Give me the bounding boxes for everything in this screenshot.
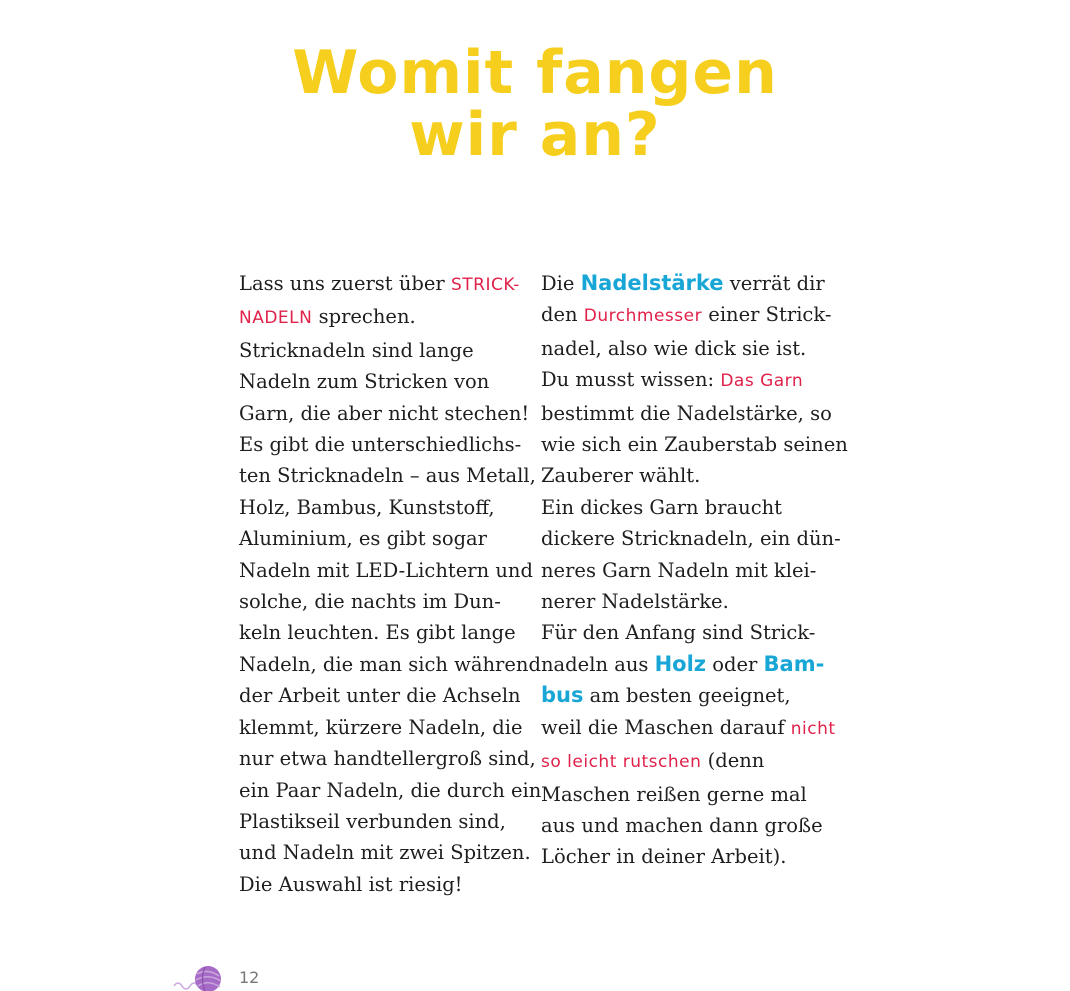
left-text-column bbox=[239, 268, 542, 900]
text-line: Es gibt die unterschiedlichs- bbox=[239, 433, 522, 457]
text-line: der Arbeit unter die Achseln bbox=[239, 684, 521, 708]
text-line bbox=[541, 680, 841, 711]
highlight-term: STRICK- bbox=[450, 275, 520, 295]
highlight-term: Durchmesser bbox=[583, 306, 703, 327]
title-line-1: Womit fangen bbox=[292, 38, 778, 108]
text-segment: Lass uns zuerst über bbox=[239, 272, 451, 295]
text-segment: Die bbox=[541, 272, 581, 295]
text-segment: Du musst wissen: bbox=[541, 368, 721, 392]
text-segment: verrät dir bbox=[723, 272, 825, 295]
text-line: Garn, die aber nicht stechen! bbox=[239, 401, 530, 425]
yarn-ball-icon bbox=[172, 964, 224, 991]
text-segment: am besten geeignet, bbox=[583, 684, 791, 708]
text-line: wie sich ein Zauberstab seinen bbox=[541, 433, 848, 457]
title-line-2: wir an? bbox=[409, 100, 661, 170]
text-line: keln leuchten. Es gibt lange bbox=[239, 621, 516, 645]
text-line: Für den Anfang sind Strick- bbox=[541, 621, 816, 645]
text-line: Ein dickes Garn braucht bbox=[541, 495, 783, 519]
text-line: Nadeln, die man sich während bbox=[239, 652, 541, 676]
page-title bbox=[0, 38, 1070, 170]
text-line bbox=[541, 268, 841, 299]
text-line: aus und machen dann große bbox=[541, 813, 823, 837]
highlight-term: Holz bbox=[654, 651, 707, 676]
text-segment: nadeln aus bbox=[541, 652, 655, 676]
text-line: Stricknadeln sind lange bbox=[239, 338, 474, 362]
page-number: 12 bbox=[239, 968, 260, 987]
highlight-term: Bam- bbox=[763, 651, 825, 676]
text-line: Die Auswahl ist riesig! bbox=[239, 872, 463, 896]
text-line bbox=[239, 301, 529, 334]
highlight-term: bus bbox=[541, 683, 584, 708]
text-line: Aluminium, es gibt sogar bbox=[239, 527, 488, 551]
text-line: Plastikseil verbunden sind, bbox=[239, 809, 506, 833]
text-line bbox=[541, 364, 841, 397]
text-line: Maschen reißen gerne mal bbox=[541, 782, 807, 806]
text-line: dickere Stricknadeln, ein dün- bbox=[541, 527, 841, 551]
highlight-term: NADELN bbox=[239, 308, 313, 329]
text-line: ten Stricknadeln – aus Metall, bbox=[239, 464, 536, 488]
text-line: neres Garn Nadeln mit klei- bbox=[541, 558, 817, 582]
text-line bbox=[541, 649, 841, 680]
text-line: nur etwa handtellergroß sind, bbox=[239, 747, 536, 771]
text-segment: den bbox=[541, 303, 584, 327]
text-line: und Nadeln mit zwei Spitzen. bbox=[239, 841, 531, 865]
text-line: Nadeln mit LED-Lichtern und bbox=[239, 558, 533, 582]
text-line: Holz, Bambus, Kunststoff, bbox=[239, 495, 495, 519]
text-line: klemmt, kürzere Nadeln, die bbox=[239, 715, 523, 739]
text-line: nadel, also wie dick sie ist. bbox=[541, 336, 807, 360]
text-segment: sprechen. bbox=[312, 305, 416, 329]
highlight-term: nicht bbox=[790, 718, 836, 739]
text-segment: einer Strick- bbox=[702, 303, 832, 327]
text-line: Zauberer wählt. bbox=[541, 464, 701, 488]
highlight-term: Nadelstärke bbox=[580, 271, 724, 295]
text-line bbox=[541, 745, 841, 778]
text-line: Löcher in deiner Arbeit). bbox=[541, 845, 787, 869]
text-line: bestimmt die Nadelstärke, so bbox=[541, 401, 832, 425]
text-segment: weil die Maschen darauf bbox=[541, 715, 791, 739]
text-segment: oder bbox=[706, 652, 764, 676]
text-line: nerer Nadelstärke. bbox=[541, 590, 729, 614]
text-line: Nadeln zum Stricken von bbox=[239, 370, 490, 394]
text-line bbox=[541, 299, 841, 332]
text-segment: (denn bbox=[701, 749, 765, 773]
highlight-term: so leicht rutschen bbox=[541, 752, 702, 773]
highlight-term: Das Garn bbox=[720, 371, 804, 392]
text-line: solche, die nachts im Dun- bbox=[239, 590, 501, 614]
text-line bbox=[239, 268, 529, 301]
text-line: ein Paar Nadeln, die durch ein bbox=[239, 778, 542, 802]
text-line bbox=[541, 712, 841, 745]
right-text-column bbox=[541, 268, 848, 873]
